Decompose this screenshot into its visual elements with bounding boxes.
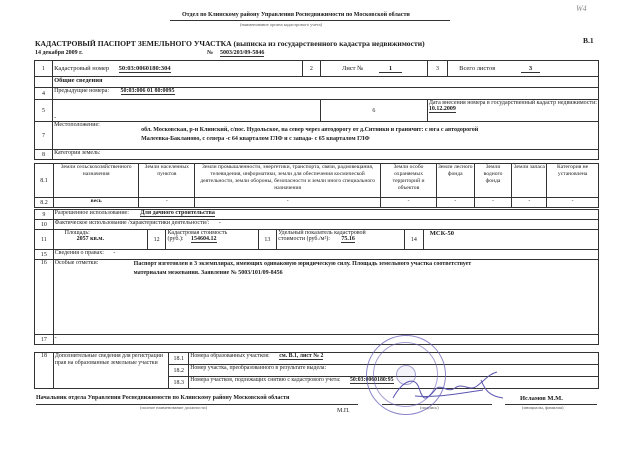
additional-info-item-label: Номер участка, преобразованного в результате выдела:	[190, 365, 327, 371]
row-number: 10	[35, 220, 54, 230]
official-position: Начальник отдела Управления Роснедвижимости по Клинскому району Московской области	[36, 395, 290, 401]
signature-caption: (подпись)	[420, 405, 439, 410]
category-header: Земли особо охраняемых территорий и объектов	[381, 164, 437, 198]
row-number: 17	[35, 335, 54, 345]
registration-date-value: 10.12.2009	[428, 106, 456, 112]
stamp-place-mark: М.П.	[337, 408, 350, 414]
official-name: Исламов М.М.	[520, 395, 563, 402]
row-5-value: -	[53, 100, 321, 122]
org-underline	[170, 20, 450, 21]
row-number: 3	[427, 61, 447, 77]
category-header: Земли населенных пунктов	[139, 164, 195, 198]
category-header: Земли промышленности, энергетики, транспорта, связи, радиовещания, телевидения, информатики, земли для обеспечения космической деятельности, земли обороны, безопасности и земли иного специального назначения	[195, 164, 381, 198]
general-info-heading: Общие сведения	[53, 77, 599, 88]
category-header: Земли водного фонда	[474, 164, 512, 198]
category-header: Категория не установлена	[547, 164, 599, 198]
row-number: 18.1	[169, 353, 189, 365]
previous-numbers-label: Предыдущие номера:	[54, 88, 110, 94]
row-17-value: -	[53, 335, 598, 345]
document-number-label: №	[207, 50, 214, 56]
special-notes-line-2: материалам межевания. Заявление № 5003/101/09-8456	[133, 270, 283, 276]
category-value: -	[547, 198, 599, 208]
specific-cost-label: Удельный показатель кадастровой	[278, 230, 366, 236]
additional-info-item-label: Номера участков, подлежащих снятию с кадастрового учета:	[190, 377, 341, 383]
row-number: 16	[35, 260, 54, 335]
rights-label: Сведения о правах:	[54, 250, 104, 256]
row-number: 5	[35, 100, 53, 122]
row-number: 12	[147, 230, 166, 250]
area-cell	[53, 230, 147, 250]
row-number: 8.2	[35, 198, 54, 208]
actual-use-label: Фактическое использование /характеристики деятельности/:	[54, 220, 210, 226]
location-line-2: Малеевка-Бакланово, с севера -с 64 кварталом ГЛФ и с запада- с 65 кварталом ГЛФ	[141, 136, 370, 142]
row-number: 14	[405, 230, 424, 250]
category-header: Земли лесного фонда	[436, 164, 474, 198]
category-value: весь	[53, 198, 139, 208]
additional-info-item-value: см. В.1, лист № 2	[279, 353, 324, 359]
organization-name: Отдел по Клинскому району Управления Роснедвижимости по Московской области	[182, 12, 410, 18]
category-value: -	[381, 198, 437, 208]
registration-date-label: Дата внесения номера в государственный кадастр недвижимости:	[428, 100, 597, 106]
total-sheets-value: 3	[521, 65, 540, 73]
document-number: 5003/203/09-5846	[220, 50, 265, 56]
passport-table	[34, 60, 599, 160]
document-title: КАДАСТРОВЫЙ ПАСПОРТ ЗЕМЕЛЬНОГО УЧАСТКА (выписка из государственного кадастра недвижимости)	[35, 39, 425, 48]
form-code: В.1	[583, 36, 594, 45]
actual-use-cell	[53, 220, 598, 230]
specific-cost-unit: стоимости (руб./м²):	[278, 236, 330, 242]
row-number: 9	[35, 210, 54, 220]
additional-info-table	[34, 352, 599, 389]
row-number: 2	[302, 61, 320, 77]
location-label: Местоположение:	[54, 122, 100, 128]
row-number: 8.1	[35, 164, 54, 198]
row-number: 13	[258, 230, 277, 250]
row-number: 8	[35, 150, 53, 160]
row-number: 1	[35, 61, 53, 77]
row-number: 18.2	[169, 365, 189, 377]
additional-info-label: Дополнительные сведения для регистрации прав на образованные земельные участки	[53, 353, 168, 389]
empty-cell	[35, 77, 53, 88]
land-category-label: Категория земель:	[53, 150, 599, 160]
category-value: -	[195, 198, 381, 208]
category-header: Земли запаса	[512, 164, 547, 198]
specific-cost-value: 75.16	[341, 236, 355, 242]
specific-cost-cell	[277, 230, 405, 250]
cadastral-cost-unit: (руб.):	[167, 236, 184, 242]
row-number: 6	[320, 100, 427, 122]
row-number: 4	[35, 88, 53, 100]
rights-value: -	[113, 250, 116, 256]
row-number: 11	[35, 230, 54, 250]
special-notes-line-1: Паспорт изготовлен в 3 экземплярах, имеющих одинаковую юридическую силу. Площадь земельного участка соответствует	[133, 261, 472, 267]
location-cell	[53, 122, 599, 150]
sheet-cell	[320, 61, 427, 77]
signature-icon	[385, 368, 510, 410]
document-date: 14 декабря 2009 г.	[35, 50, 83, 56]
permitted-use-cell	[53, 210, 598, 220]
additional-info-item-label: Номера образованных участков:	[190, 353, 270, 359]
category-value: -	[474, 198, 512, 208]
position-caption: (полное наименование должности)	[140, 405, 207, 410]
coordinate-system: МСК-50	[423, 230, 598, 250]
land-category-table	[34, 163, 599, 208]
special-notes-label: Особые отметки:	[54, 260, 99, 266]
additional-info-item-value: 50:03:0060180:95	[350, 377, 394, 383]
cadastral-number-value: 50:03:0060180:304	[118, 65, 171, 72]
location-line-1: обл. Московская, р-н Клинский, с/пос. Нудольское, на север через автодорогу от д.Ситники и граничит: с юга с автодорогой	[141, 127, 479, 133]
category-header: Земли сельскохозяйственного назначения	[53, 164, 139, 198]
area-label: Площадь:	[64, 230, 90, 236]
cadastral-cost-label: Кадастровая стоимость	[167, 230, 228, 236]
row-number: 7	[35, 122, 53, 150]
corner-mark: W4	[576, 4, 587, 13]
registration-date-cell	[427, 100, 598, 122]
cadastral-number-label: Кадастровый номер	[54, 65, 110, 72]
sheet-value: 1	[379, 65, 402, 73]
org-caption: (наименование органа кадастрового учета)	[240, 22, 323, 27]
category-value: -	[512, 198, 547, 208]
previous-numbers-cell	[53, 88, 599, 100]
total-sheets-cell	[448, 61, 599, 77]
cadastral-cost-value: 154604.12	[191, 236, 217, 242]
special-notes-cell	[53, 260, 598, 335]
permitted-use-value: Для дачного строительства	[140, 210, 215, 216]
sheet-label: Лист №	[341, 65, 364, 72]
rights-cell	[53, 250, 598, 260]
row-number: 18.3	[169, 377, 189, 389]
permitted-use-label: Разрешенное использование:	[54, 210, 129, 216]
cadastral-cost-cell	[166, 230, 258, 250]
cadastral-number-cell	[53, 61, 303, 77]
category-value: -	[436, 198, 474, 208]
area-value: 2057 кв.м.	[76, 236, 104, 242]
category-value: -	[139, 198, 195, 208]
actual-use-value: -	[218, 220, 221, 226]
previous-numbers-value: 50:03:006 01 80:0095	[120, 88, 175, 94]
row-number: 15	[35, 250, 54, 260]
row-number: 18	[35, 353, 54, 389]
passport-table-lower	[34, 209, 599, 345]
total-sheets-label: Всего листов	[459, 65, 496, 72]
name-caption: (инициалы, фамилия)	[522, 405, 564, 410]
